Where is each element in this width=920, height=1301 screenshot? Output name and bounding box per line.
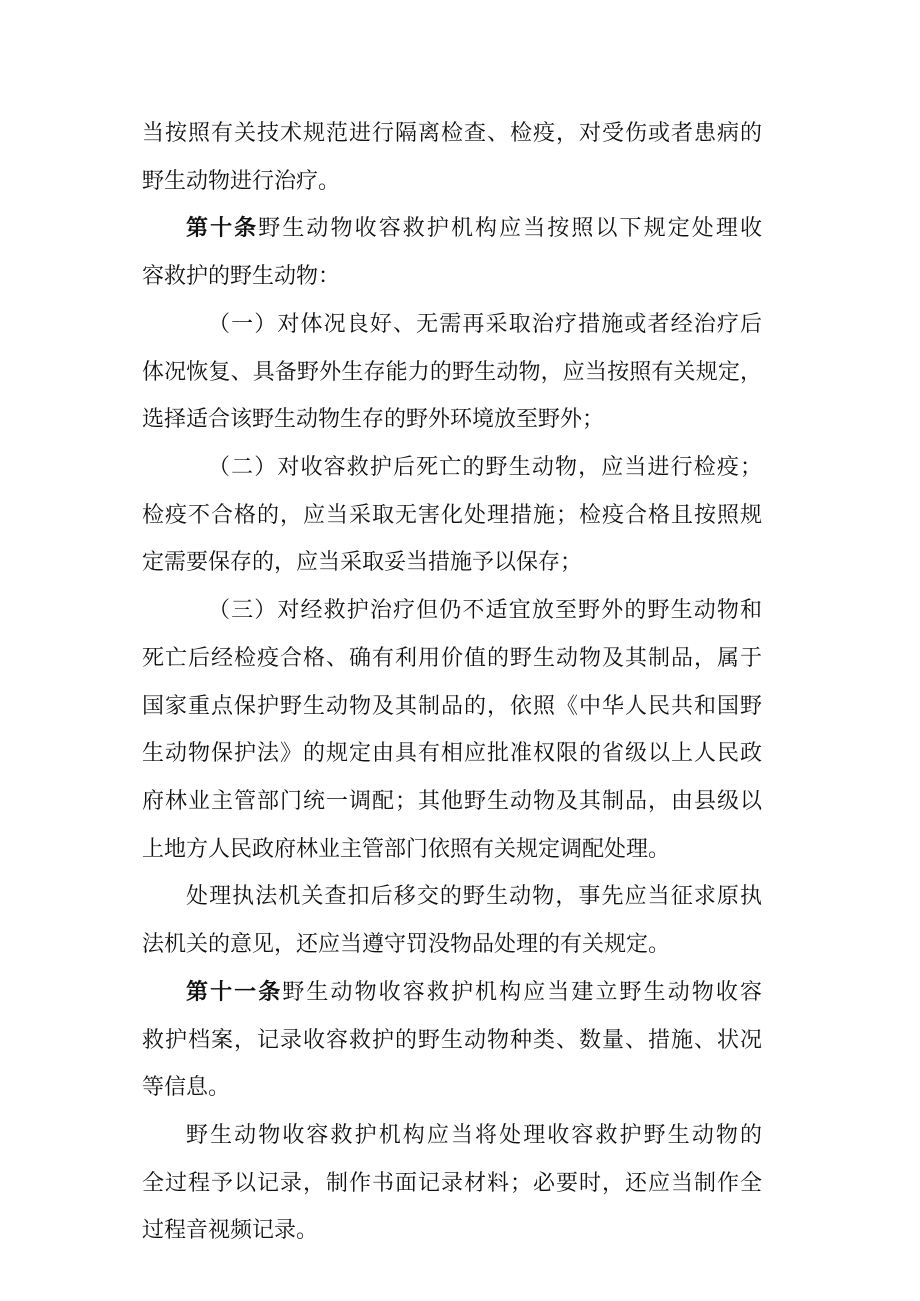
text-line: 体况恢复、具备野外生存能力的野生动物，应当按照有关规定， <box>142 360 762 385</box>
text-line: 上地方人民政府林业主管部门依照有关规定调配处理。 <box>142 837 671 862</box>
text-line: 生动物保护法》的规定由具有相应批准权限的省级以上人民政 <box>142 741 762 766</box>
text-line: 定需要保存的，应当采取妥当措施予以保存； <box>142 550 583 575</box>
text-line: 死亡后经检疫合格、确有利用价值的野生动物及其制品，属于 <box>142 646 762 671</box>
text-line: （三）对经救护治疗但仍不适宜放至野外的野生动物和 <box>208 598 762 623</box>
text-line: 全过程予以记录，制作书面记录材料；必要时，还应当制作全 <box>142 1171 762 1196</box>
article-text: 野生动物收容救护机构应当建立野生动物收容 <box>282 980 762 1005</box>
text-line: 选择适合该野生动物生存的野外环境放至野外； <box>142 407 605 432</box>
article-11-line <box>142 973 762 1013</box>
text-line: 救护档案，记录收容救护的野生动物种类、数量、措施、状况 <box>142 1028 762 1053</box>
article-text: 野生动物收容救护机构应当按照以下规定处理收 <box>258 216 762 241</box>
text-line: （二）对收容救护后死亡的野生动物，应当进行检疫； <box>208 455 762 480</box>
text-line: 过程音视频记录。 <box>142 1218 319 1243</box>
article-heading: 第十条 <box>186 216 259 241</box>
text-line: 处理执法机关查扣后移交的野生动物，事先应当征求原执 <box>186 884 762 909</box>
text-line: 容救护的野生动物： <box>142 264 341 289</box>
text-line: 检疫不合格的，应当采取无害化处理措施；检疫合格且按照规 <box>142 503 762 528</box>
text-line: 当按照有关技术规范进行隔离检查、检疫，对受伤或者患病的 <box>142 121 762 146</box>
article-heading: 第十一条 <box>186 980 283 1005</box>
text-line: （一）对体况良好、无需再采取治疗措施或者经治疗后 <box>208 312 762 337</box>
text-line: 等信息。 <box>142 1075 231 1100</box>
article-10-line <box>142 209 762 249</box>
text-line: 法机关的意见，还应当遵守罚没物品处理的有关规定。 <box>142 932 671 957</box>
text-line: 府林业主管部门统一调配；其他野生动物及其制品，由县级以 <box>142 789 762 814</box>
text-line: 国家重点保护野生动物及其制品的，依照《中华人民共和国野 <box>142 694 762 719</box>
text-line: 野生动物进行治疗。 <box>142 169 341 194</box>
text-line: 野生动物收容救护机构应当将处理收容救护野生动物的 <box>186 1123 762 1148</box>
